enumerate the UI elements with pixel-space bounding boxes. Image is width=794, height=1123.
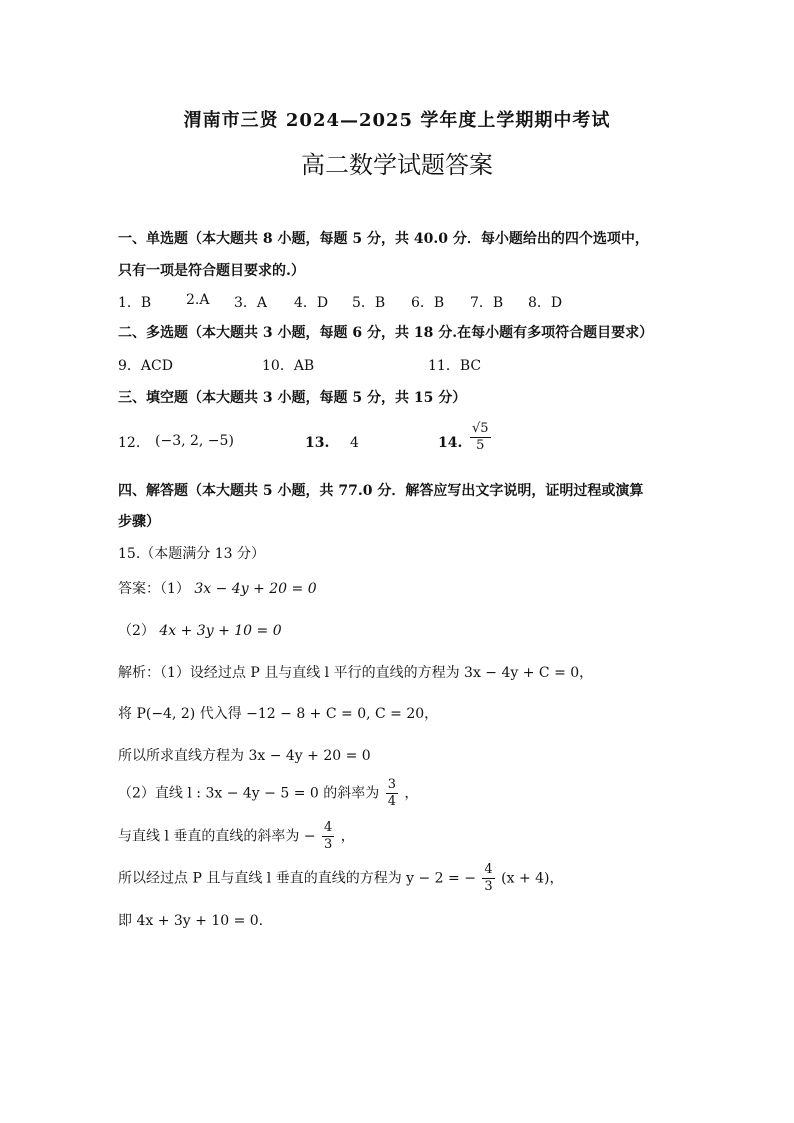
answer-item: 9．ACD — [118, 358, 173, 374]
section3-heading: 三、填空题（本大题共 3 小题，每题 5 分，共 15 分） — [118, 390, 467, 406]
q15-title: 15.（本题满分 13 分） — [118, 546, 265, 562]
section4-heading-line1: 四、解答题（本大题共 5 小题，共 77.0 分．解答应写出文字说明，证明过程或演算 — [118, 483, 644, 499]
solution-line5 — [118, 820, 355, 853]
fraction-numerator: 4 — [484, 862, 493, 877]
section1-heading-line1: 一、单选题（本大题共 8 小题，每题 5 分，共 40.0 分．每小题给出的四个选项中， — [118, 231, 649, 247]
answer-item: 5．B — [352, 295, 386, 311]
q14-denominator: 5 — [476, 438, 485, 453]
answer-subtitle: 高二数学试题答案 — [301, 151, 493, 179]
q14-label: 14. — [438, 435, 463, 451]
q13-label: 13. — [305, 435, 330, 451]
answer1-expression: 3x − 4y + 20 = 0 — [194, 581, 317, 597]
section4-heading-line2: 步骤） — [118, 514, 160, 530]
q12-answer: (−3, 2, −5) — [155, 433, 234, 449]
solution-line4-text: （2）直线 l : 3x − 4y − 5 = 0 的斜率为 — [118, 785, 380, 802]
solution-line6-text: 所以经过点 P 且与直线 l 垂直的直线的方程为 y − 2 = − — [118, 870, 476, 887]
fraction-numerator: 4 — [324, 820, 333, 835]
fraction-numerator: 3 — [387, 777, 396, 792]
slope-fraction — [386, 777, 398, 810]
answer-item: 10．AB — [262, 358, 315, 374]
answer-item: 11．BC — [428, 358, 482, 374]
answer-part1 — [118, 578, 317, 598]
answer-item: 4．D — [294, 295, 329, 311]
q12-label: 12. — [118, 435, 141, 451]
fraction-denominator: 3 — [324, 837, 333, 852]
answer-part2 — [118, 620, 282, 640]
q14-fraction — [468, 421, 493, 454]
exam-title: 渭南市三贤 2024—2025 学年度上学期期中考试 — [183, 110, 611, 131]
solution-line1: 解析：（1）设经过点 P 且与直线 l 平行的直线的方程为 3x − 4y + C = 0， — [118, 665, 594, 681]
solution-line4-end: ， — [404, 785, 419, 802]
solution-line6-end: (x + 4)， — [501, 870, 564, 887]
answer-item: 8．D — [528, 295, 563, 311]
fraction-denominator: 4 — [387, 794, 396, 809]
fraction-denominator: 3 — [484, 879, 493, 894]
solution-line6 — [118, 862, 564, 895]
solution-line5-end: ， — [340, 828, 355, 845]
q13-answer: 4 — [350, 435, 359, 451]
solution-line7: 即 4x + 3y + 10 = 0. — [118, 913, 264, 929]
answer2-label: （2） — [118, 623, 155, 639]
section2-heading: 二、多选题（本大题共 3 小题，每题 6 分，共 18 分.在每小题有多项符合题目要求） — [118, 325, 654, 341]
answer-item: 3．A — [234, 295, 268, 311]
perp-slope-fraction — [322, 820, 334, 853]
solution-line5-text: 与直线 l 垂直的直线的斜率为 − — [118, 828, 316, 845]
answer-item: 1．B — [118, 295, 152, 311]
section1-heading-line2: 只有一项是符合题目要求的.） — [118, 263, 305, 279]
solution-line4 — [118, 777, 418, 810]
equation-fraction — [482, 862, 494, 895]
solution-line3: 所以所求直线方程为 3x − 4y + 20 = 0 — [118, 748, 371, 764]
answer-item: 6．B — [411, 295, 445, 311]
answer-item: 2.A — [186, 292, 210, 308]
solution-line2: 将 P(−4, 2) 代入得 −12 − 8 + C = 0, C = 20， — [118, 706, 439, 722]
answer-label: 答案：（1） — [118, 581, 190, 597]
answer-item: 7．B — [470, 295, 504, 311]
q14-numerator: √5 — [472, 421, 489, 436]
answer2-expression: 4x + 3y + 10 = 0 — [159, 623, 282, 639]
